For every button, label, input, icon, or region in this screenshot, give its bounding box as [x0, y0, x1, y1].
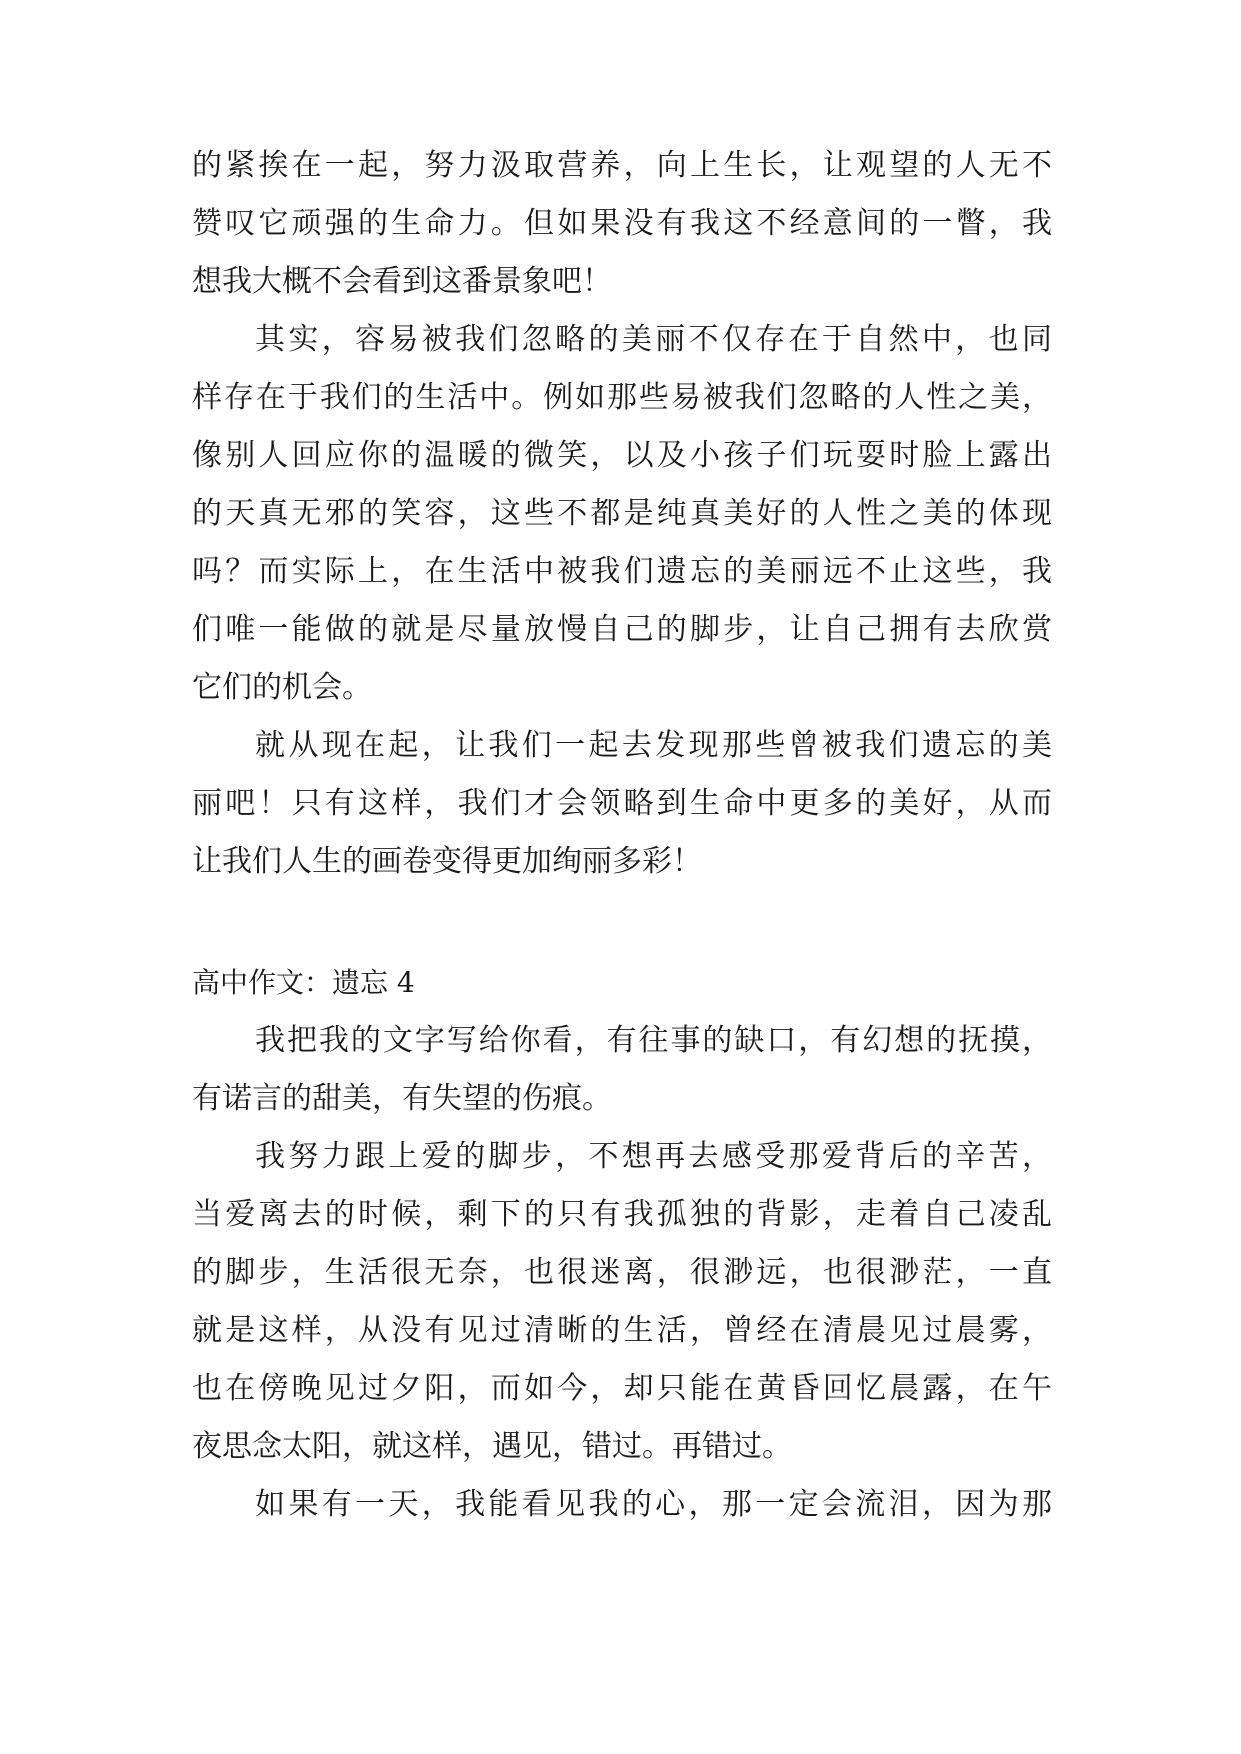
text-line: 们唯一能做的就是尽量放慢自己的脚步，让自己拥有去欣赏 — [192, 612, 1052, 647]
text-line: 丽吧！只有这样，我们才会领略到生命中更多的美好，从而 — [192, 786, 1052, 821]
text-line: 的脚步，生活很无奈，也很迷离，很渺远，也很渺茫，一直 — [192, 1255, 1052, 1290]
text-line: 样存在于我们的生活中。例如那些易被我们忽略的人性之美， — [192, 380, 1052, 415]
text-line: 其实，容易被我们忽略的美丽不仅存在于自然中，也同 — [255, 322, 1052, 357]
text-line: 吗？而实际上，在生活中被我们遗忘的美丽远不止这些，我 — [192, 554, 1052, 589]
text-line: 如果有一天，我能看见我的心，那一定会流泪，因为那 — [255, 1487, 1052, 1522]
text-line: 它们的机会。 — [192, 670, 372, 705]
section-heading: 高中作文：遗忘 4 — [192, 966, 415, 999]
text-line: 赞叹它顽强的生命力。但如果没有我这不经意间的一瞥，我 — [192, 206, 1052, 241]
text-line: 当爱离去的时候，剩下的只有我孤独的背影，走着自己凌乱 — [192, 1197, 1052, 1232]
text-line: 有诺言的甜美，有失望的伤痕。 — [192, 1081, 612, 1116]
text-line: 像别人回应你的温暖的微笑，以及小孩子们玩耍时脸上露出 — [192, 438, 1052, 473]
text-line: 我把我的文字写给你看，有往事的缺口，有幻想的抚摸， — [255, 1023, 1052, 1058]
text-line: 让我们人生的画卷变得更加绚丽多彩！ — [192, 844, 702, 879]
text-line: 的紧挨在一起，努力汲取营养，向上生长，让观望的人无不 — [192, 148, 1052, 183]
text-line: 就从现在起，让我们一起去发现那些曾被我们遗忘的美 — [255, 728, 1052, 763]
text-line: 想我大概不会看到这番景象吧！ — [192, 264, 612, 299]
text-line: 的天真无邪的笑容，这些不都是纯真美好的人性之美的体现 — [192, 496, 1052, 531]
text-line: 夜思念太阳，就这样，遇见，错过。再错过。 — [192, 1429, 792, 1464]
text-line: 就是这样，从没有见过清晰的生活，曾经在清晨见过晨雾， — [192, 1313, 1052, 1348]
text-line: 也在傍晚见过夕阳，而如今，却只能在黄昏回忆晨露，在午 — [192, 1371, 1052, 1406]
text-line: 我努力跟上爱的脚步，不想再去感受那爱背后的辛苦， — [255, 1139, 1052, 1174]
